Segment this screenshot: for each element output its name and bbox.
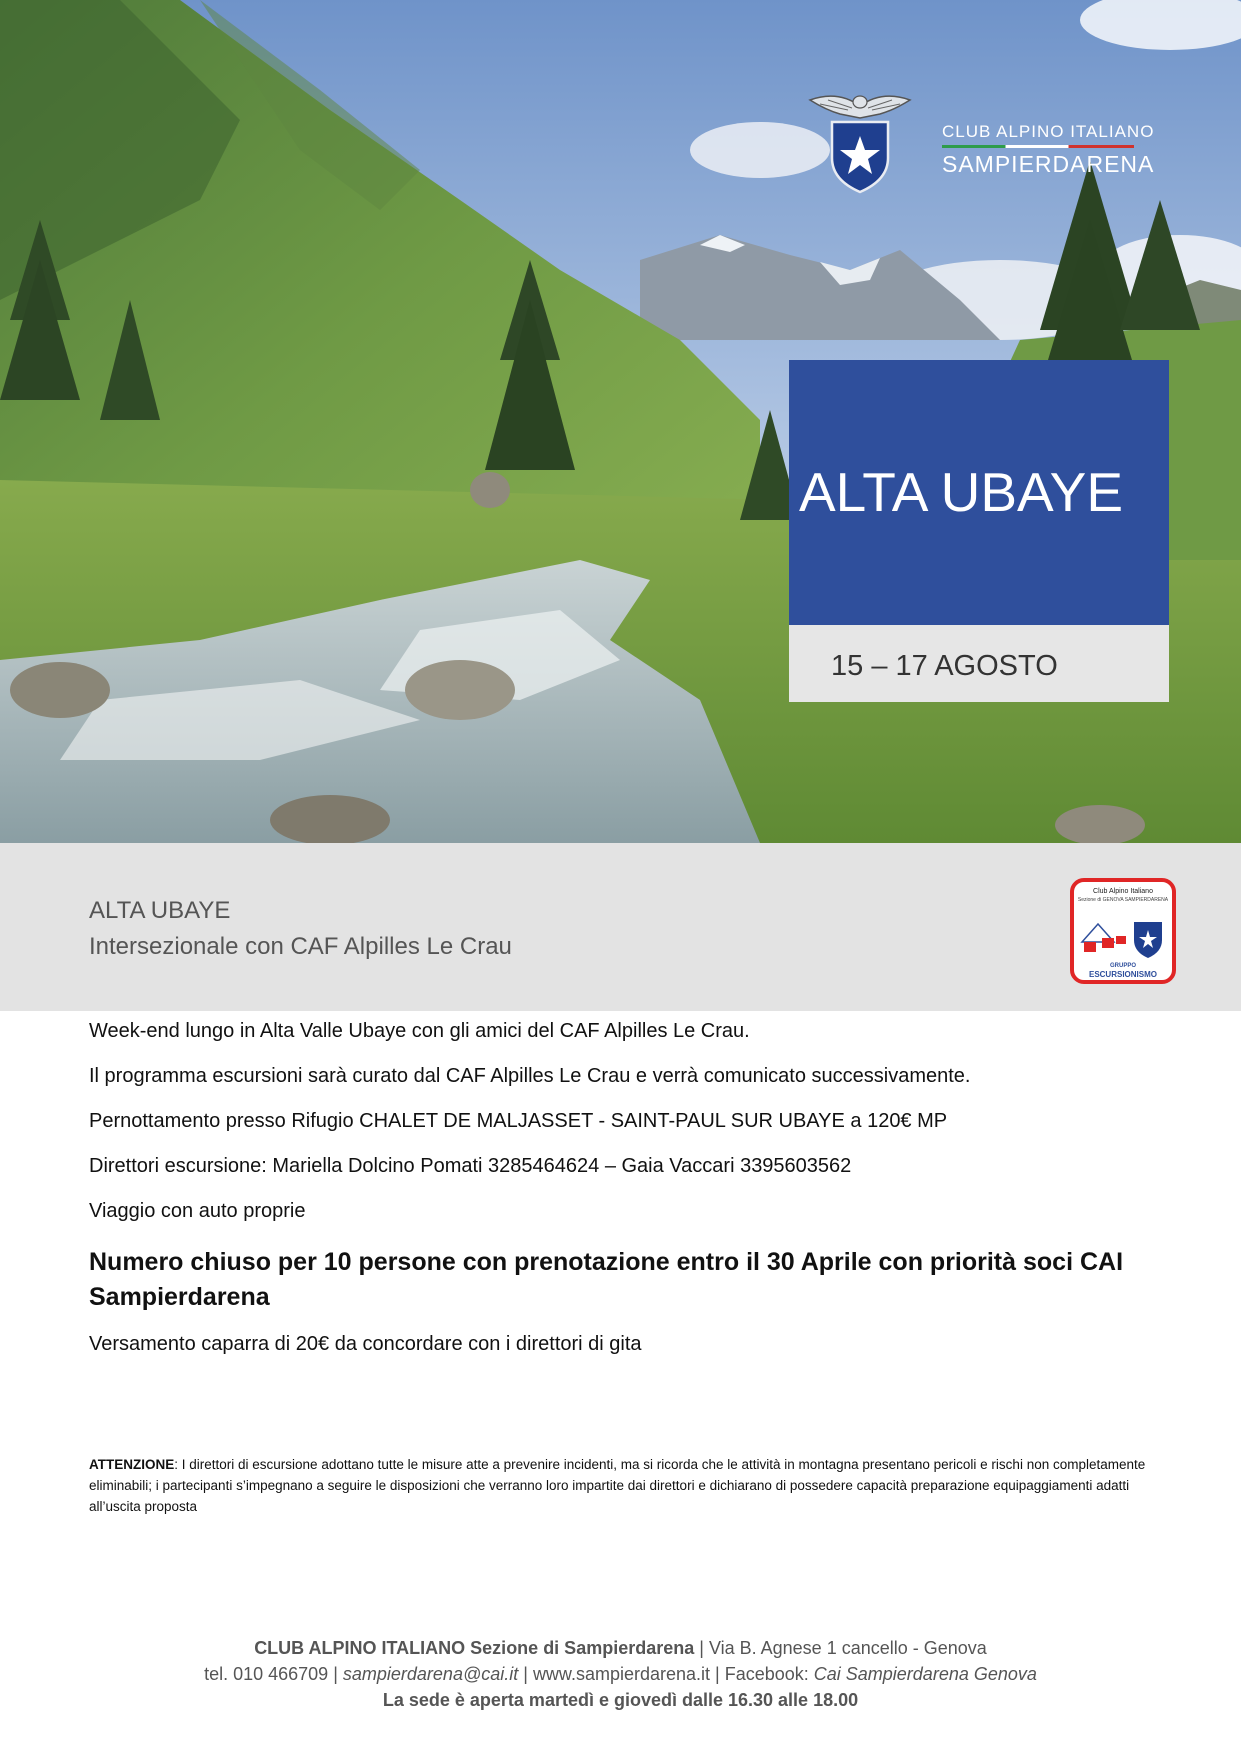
paragraph-travel: Viaggio con auto proprie (89, 1200, 306, 1222)
band-subtitle: Intersezionale con CAF Alpilles Le Crau (89, 933, 512, 960)
paragraph-directors: Direttori escursione: Mariella Dolcino Pomati 3285464624 – Gaia Vaccari 3395603562 (89, 1155, 852, 1177)
tricolor-rule (942, 145, 1134, 148)
paragraph-deposit: Versamento caparra di 20€ da concordare con i direttori di gita (89, 1333, 642, 1355)
escursionismo-badge (1070, 878, 1176, 984)
footer-tel: tel. 010 466709 (204, 1664, 329, 1684)
limited-places-notice: Numero chiuso per 10 persone con prenotazione entro il 30 Aprile con priorità soci CAI Sampierdarena (89, 1248, 1124, 1311)
footer-website-link[interactable]: www.sampierdarena.it (532, 1664, 711, 1684)
attention-notice (89, 1454, 1164, 1517)
event-title: ALTA UBAYE (799, 461, 1124, 523)
badge-line4: ESCURSIONISMO (1088, 970, 1157, 979)
footer-line1: CLUB ALPINO ITALIANO Sezione di Sampierdarena | Via B. Agnese 1 cancello - Genova (254, 1638, 987, 1658)
footer-hours: La sede è aperta martedì e giovedì dalle 16.30 alle 18.00 (382, 1690, 859, 1710)
event-title-box (789, 360, 1169, 625)
badge-line3: GRUPPO (1109, 963, 1136, 969)
cai-eagle-emblem-icon (808, 88, 912, 196)
paragraph-weekend: Week-end lungo in Alta Valle Ubaye con gli amici del CAF Alpilles Le Crau. (89, 1020, 750, 1042)
badge-line2: Sezione di GENOVA SAMPIERDARENA (1077, 897, 1169, 903)
footer-facebook-label: Facebook: (724, 1664, 814, 1684)
footer-org: CLUB ALPINO ITALIANO Sezione di Sampierdarena (254, 1638, 695, 1658)
badge-mountain-flag-icon (1080, 912, 1166, 960)
cai-logo (808, 88, 1168, 198)
paragraph-program: Il programma escursioni sarà curato dal CAF Alpilles Le Crau e verrà comunicato successivamente. (89, 1065, 971, 1087)
event-dates: 15 – 17 AGOSTO (831, 650, 1058, 682)
event-date-box (789, 625, 1169, 702)
footer-email-link[interactable]: sampierdarena@cai.it (342, 1664, 519, 1684)
subtitle-band (0, 843, 1241, 1011)
footer-address: Via B. Agnese 1 cancello - Genova (708, 1638, 987, 1658)
badge-line1: Club Alpino Italiano (1093, 888, 1153, 895)
paragraph-overnight: Pernottamento presso Rifugio CHALET DE MALJASSET - SAINT-PAUL SUR UBAYE a 120€ MP (89, 1110, 948, 1132)
attention-text: : I direttori di escursione adottano tutte le misure atte a prevenire incidenti, ma si ricorda che le attività in montagna presentano pericoli e rischi non completamente eliminabili; i partecipanti s’impegnano a seguire le disposizioni che verranno loro impartite dai direttori e dichiarano di possedere capacità preparazione equipaggiamenti adatti all’uscita proposta (89, 1457, 1146, 1514)
band-title: ALTA UBAYE (89, 897, 231, 924)
section-name: SAMPIERDARENA (942, 151, 1155, 177)
footer-facebook-link[interactable]: Cai Sampierdarena Genova (813, 1664, 1037, 1684)
attention-label: ATTENZIONE (89, 1457, 175, 1472)
org-name: CLUB ALPINO ITALIANO (942, 122, 1155, 141)
footer-line2: tel. 010 466709 | sampierdarena@cai.it | www.sampierdarena.it | Facebook: Cai Sampierdarena Genova (204, 1664, 1037, 1684)
